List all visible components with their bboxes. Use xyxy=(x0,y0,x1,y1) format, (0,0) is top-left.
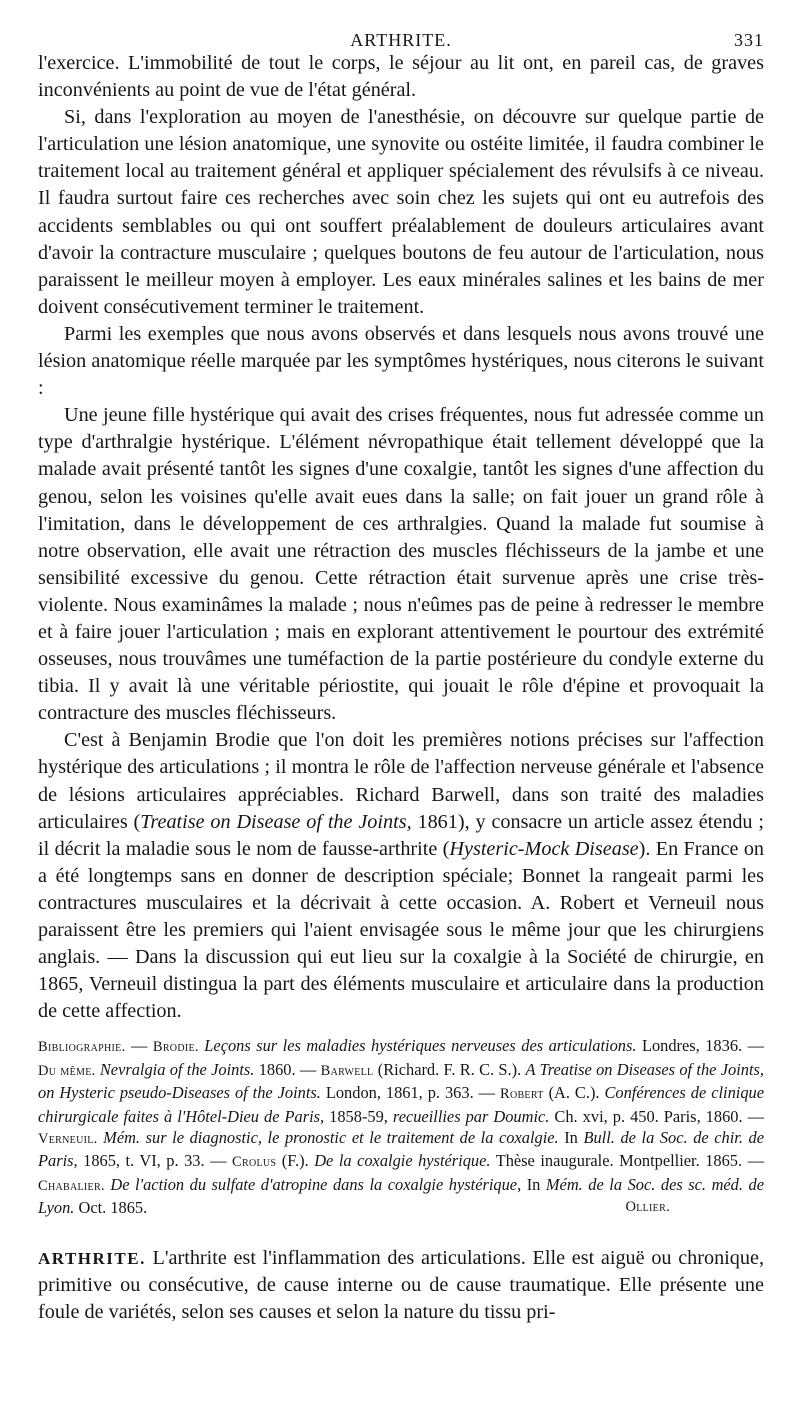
bib-text: Londres, 1836. — xyxy=(636,1036,764,1056)
bib-title: recueillies par Doumic. xyxy=(392,1106,550,1126)
bib-author: Chabalier. xyxy=(38,1177,105,1194)
bibliography-label: Bibliographie. xyxy=(38,1039,126,1056)
paragraph-5 xyxy=(38,727,764,1025)
bib-author: Brodie. xyxy=(152,1039,199,1056)
bib-title: De l'action du sulfate d'atropine dans la coxalgie hystérique, xyxy=(110,1174,522,1194)
paragraph-3: Parmi les exemples que nous avons observés et dans lesquels nous avons trouvé une lésion anatomique réelle marquée par les symptômes hystériques, nous citerons le suivant : xyxy=(38,322,764,400)
bib-text: London, 1861, p. 363. — xyxy=(320,1083,500,1103)
bib-text: 1865, t. VI, p. 33. — xyxy=(77,1151,232,1171)
bib-text: Thèse inaugurale. Montpellier. 1865. — xyxy=(490,1151,764,1171)
bib-title: Conférences de clinique chirurgicale faites à l'Hôtel-Dieu de Paris, xyxy=(38,1083,764,1126)
bib-author: Du même. xyxy=(38,1062,96,1079)
entry-headword: ARTHRITE. xyxy=(38,1248,146,1268)
bib-title: Mém. sur le diagnostic, le pronostic et le traitement de la coxalgie. xyxy=(103,1128,559,1147)
bib-title: Nevralgia of the Joints. xyxy=(99,1059,255,1079)
p5-text: 1861), y consacre un article assez étendu ; il décrit la maladie sous le nom de fausse-arthrite ( xyxy=(38,810,764,860)
p5-title-mock-disease: Hysteric-Mock Disease xyxy=(449,837,639,860)
paragraph-4: Une jeune fille hystérique qui avait des crises fréquentes, nous fut adressée comme un type d'arthralgie hystérique. L'élément névropathique était tellement développé que la malade avait présenté tantôt les signes d'une coxalgie, tantôt les signes d'une affection du genou, selon les voisines qu'elle avait eues dans la salle; on fait jouer un grand rôle à l'imitation, dans le développement de ces arthralgies. Quand la malade fut soumise à notre observation, elle avait une rétraction des muscles fléchisseurs de la jambe et une sensibilité excessive du genou. Cette rétraction était survenue après une crise très-violente. Nous examinâmes la malade ; nous n'eûmes pas de peine à redresser le membre et à faire jouer l'articulation ; mais en explorant attentivement le pourtour des extrémité osseuses, nous trouvâmes une tuméfaction de la partie postérieure du condyle externe du tibia. Il y avait là une véritable périostite, qui jouait le rôle d'épine et provoquait la contracture des muscles fléchisseurs. xyxy=(38,404,764,725)
bibliography xyxy=(38,1035,764,1218)
bib-author: Crolus xyxy=(232,1154,277,1171)
bib-text: In xyxy=(558,1128,584,1147)
p5-text: C'est à Benjamin Brodie que l'on doit les premières notions précises sur l'affection hystérique des articulations ; il montra le rôle de l'affection nerveuse générale et l'absence de lésions articulaires appréciables. Richard Barwell, dans son traité des maladies articulaires ( xyxy=(38,729,764,833)
bib-text: 1860. — xyxy=(254,1059,321,1079)
bib-title: A Treatise on Diseases of the Joints, on Hysteric pseudo-Diseases of the Joints. xyxy=(38,1059,764,1103)
p5-title-english: Treatise on Disease of the Joints, xyxy=(140,810,412,833)
running-title: ARTHRITE. xyxy=(350,30,452,50)
entry-text: L'arthrite est l'inflammation des articulations. Elle est aiguë ou chronique, primitive ou consécutive, de cause interne ou de cause traumatique. Elle présente une foule de variétés, selon ses causes et selon la nature du tissu pri- xyxy=(38,1246,764,1323)
bib-title: Leçons sur les maladies hystériques nerveuses des articulations. xyxy=(204,1036,637,1056)
bib-text: 1858-59, xyxy=(324,1106,393,1126)
bib-author: Verneuil. xyxy=(38,1131,98,1147)
bib-text: In xyxy=(521,1174,546,1194)
bib-title: De la coxalgie hystérique. xyxy=(314,1151,491,1171)
bib-text: (A. C.). xyxy=(543,1083,605,1103)
bib-title: Bull. de la Soc. de chir. de Paris, xyxy=(38,1128,764,1171)
bib-text: (F.). xyxy=(276,1151,315,1171)
paragraph-2: Si, dans l'exploration au moyen de l'anesthésie, on découvre sur quelque partie de l'articulation une lésion anatomique, une synovite ou ostéite limitée, il faudra combiner le traitement local au traitement général et appliquer spécialement des révulsifs à ce niveau. Il faudra surtout faire ces recherches avec soin chez les sujets qui ont eu autrefois des accidents semblables ou qui ont souffert préalablement de douleurs articulaires avant d'avoir la contracture musculaire ; quelques boutons de feu autour de l'articulation, nous paraissent le meilleur moyen à employer. Les eaux minérales salines et les bains de mer doivent consécutivement terminer le traitement. xyxy=(38,106,764,318)
article-author: Ollier. xyxy=(625,1199,670,1216)
bib-text: — xyxy=(125,1036,153,1056)
new-entry-arthrite xyxy=(38,1245,764,1326)
bib-text: (Richard. F. R. C. S.). xyxy=(373,1059,526,1079)
bib-author: Barwell xyxy=(320,1062,374,1079)
bib-text: Ch. xvi, p. 450. Paris, 1860. — xyxy=(549,1106,764,1126)
p5-text: ). En France on a été longtemps sans en donner de description spéciale; Bonnet la rangeait parmi les contractures musculaires et la décrivait à cette occasion. A. Robert et Verneuil nous paraissent être les premiers qui l'aient envisagée sous le même jour que les chirurgiens anglais. — Dans la discussion qui eut lieu sur la coxalgie à la Société de chirurgie, en 1865, Verneuil distingua la part des éléments musculaire et articulaire dans la production de cette affection. xyxy=(38,837,765,1023)
running-head xyxy=(38,22,764,50)
page-number: 331 xyxy=(734,30,764,50)
bib-text: Oct. 1865. xyxy=(74,1198,148,1218)
article-body xyxy=(38,50,764,1025)
paragraph-1: l'exercice. L'immobilité de tout le corps, le séjour au lit ont, en pareil cas, de graves inconvénients au point de vue de l'état général. xyxy=(38,52,764,102)
bib-author: Robert xyxy=(499,1086,544,1103)
bib-title: Mém. de la Soc. des sc. méd. de Lyon. xyxy=(38,1174,764,1218)
